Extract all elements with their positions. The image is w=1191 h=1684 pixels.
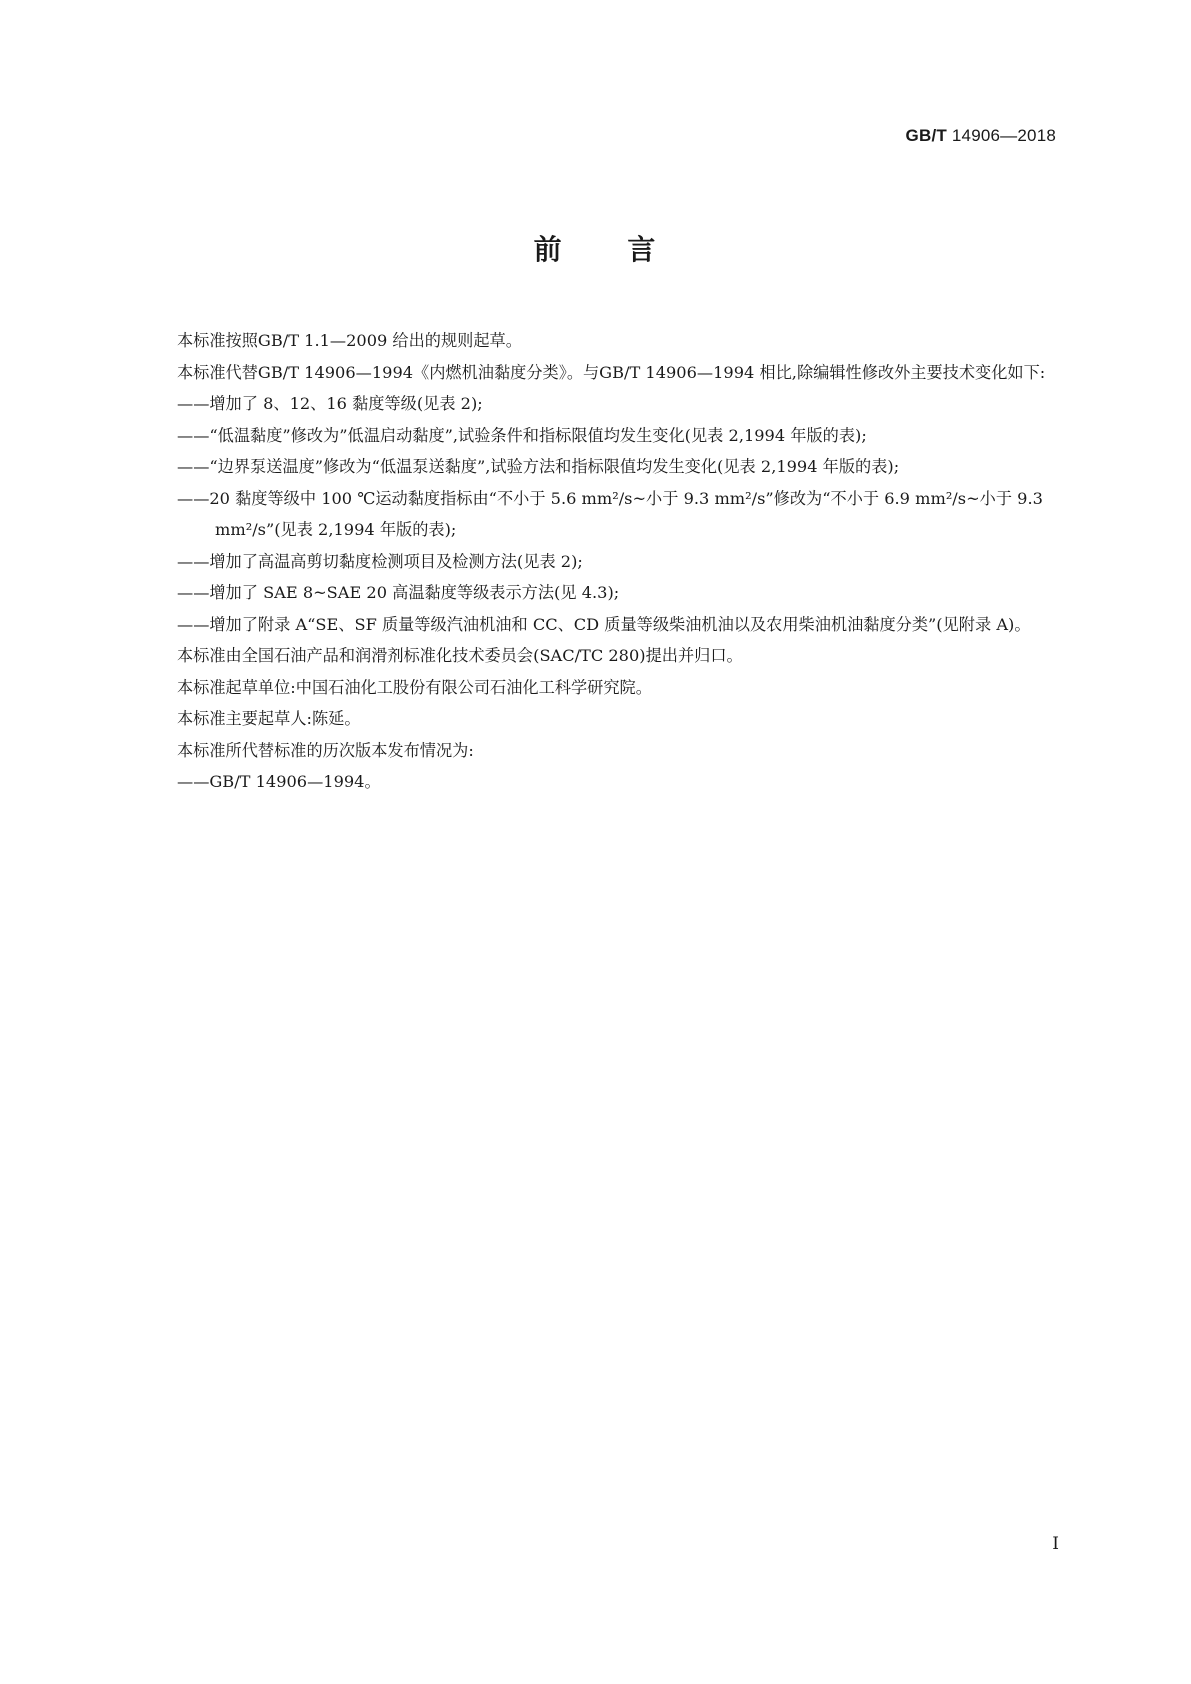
change-item-3: ——“边界泵送温度”修改为“低温泵送黏度”,试验方法和指标限值均发生变化(见表 2,1994 年版的表);	[177, 457, 900, 476]
standard-code	[906, 126, 1056, 146]
change-item-6: ——增加了 SAE 8~SAE 20 高温黏度等级表示方法(见 4.3);	[177, 583, 620, 602]
paragraph-main-drafter: 本标准主要起草人:陈延。	[177, 709, 361, 728]
change-item-5: ——增加了高温高剪切黏度检测项目及检测方法(见表 2);	[177, 551, 583, 571]
change-item-1: ——增加了 8、12、16 黏度等级(见表 2);	[177, 394, 483, 413]
standard-code-number: 14906—2018	[951, 126, 1056, 145]
change-item-4: ——20 黏度等级中 100 ℃运动黏度指标由“不小于 5.6 mm²/s~小于 9.3 mm²/s”修改为“不小于 6.9 mm²/s~小于 9.3 mm²/s”(见表 2,1994 年版的表);	[177, 488, 1043, 539]
paragraph-replacement: 本标准代替GB/T 14906—1994《内燃机油黏度分类》。与GB/T 14906—1994 相比,除编辑性修改外主要技术变化如下:	[177, 362, 1046, 382]
change-item-2: ——“低温黏度”修改为”低温启动黏度”,试验条件和指标限值均发生变化(见表 2,1994 年版的表);	[177, 425, 867, 445]
change-item-7: ——增加了附录 A“SE、SF 质量等级汽油机油和 CC、CD 质量等级柴油机油以及农用柴油机油黏度分类”(见附录 A)。	[177, 614, 1031, 634]
paragraph-version-history: 本标准所代替标准的历次版本发布情况为:	[177, 740, 474, 760]
standard-code-prefix: GB/T	[905, 126, 947, 145]
foreword-body	[135, 325, 1061, 798]
page-number: I	[1052, 1534, 1059, 1554]
history-item: ——GB/T 14906—1994。	[177, 772, 381, 791]
page-title-char-2: 言	[627, 233, 658, 266]
paragraph-drafting-unit: 本标准起草单位:中国石油化工股份有限公司石油化工科学研究院。	[177, 677, 652, 697]
paragraph-proposer: 本标准由全国石油产品和润滑剂标准化技术委员会(SAC/TC 280)提出并归口。	[177, 646, 743, 665]
page-title	[0, 228, 1191, 268]
paragraph-drafting-rules: 本标准按照GB/T 1.1—2009 给出的规则起草。	[177, 331, 522, 350]
page-title-char-1: 前	[533, 233, 564, 266]
